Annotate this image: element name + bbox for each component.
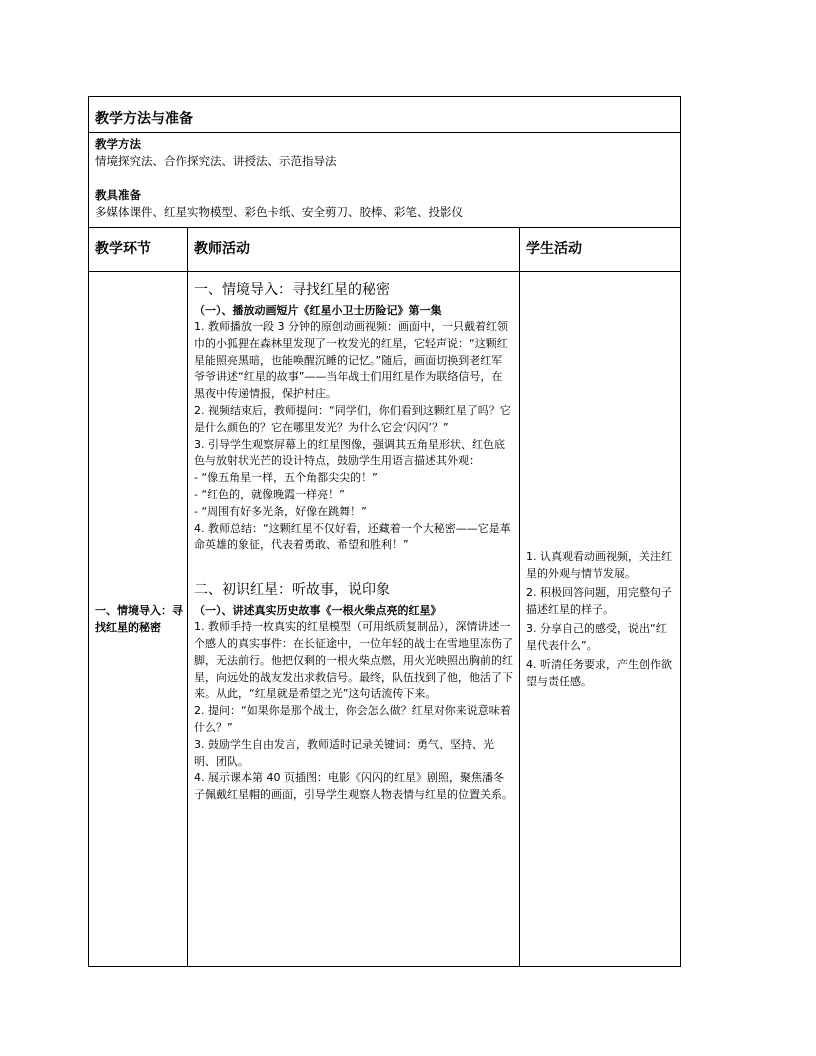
materials-text: 多媒体课件、红星实物模型、彩色卡纸、安全剪刀、胶棒、彩笔、投影仪: [95, 205, 463, 219]
part1-quote-3: - “周围有好多光条，好像在跳舞！”: [194, 504, 367, 518]
part1-para-1: 1. 教师播放一段 3 分钟的原创动画视频：画面中，一只戴着红领巾的小狐狸在森林里发现了一枚发光的红星，它轻声说：“这颗红星能照亮黑暗，也能唤醒沉睡的记忆。”随后，画面切换到老红军爷爷讲述“红星的故事”——当年战士们用红星作为联络信号，在黑夜中传递情报，保护村庄。: [194, 320, 508, 401]
methods-text: 情境探究法、合作探究法、讲授法、示范指导法: [95, 154, 337, 168]
section-title: 教学方法与准备: [89, 97, 681, 133]
methods-block: [89, 133, 681, 228]
methods-label: 教学方法: [95, 137, 141, 151]
column-header-student: 学生活动: [520, 228, 681, 272]
teacher-activities: [188, 272, 520, 967]
student-item-3: 3. 分享自己的感受，说出“红星代表什么”。: [526, 622, 667, 652]
stage-label: 一、情境导入：寻找红星的秘密: [89, 272, 188, 967]
column-header-teacher: 教师活动: [188, 228, 520, 272]
part1-title: 一、情境导入：寻找红星的秘密: [194, 282, 390, 298]
part1-quote-1: - “像五角星一样，五个角都尖尖的！”: [194, 471, 378, 485]
part2-title: 二、初识红星：听故事，说印象: [194, 582, 390, 599]
part1-para-2: 2. 视频结束后，教师提问：“同学们，你们看到这颗红星了吗？它是什么颜色的？它在哪里发光？为什么它会‘闪闪’？”: [194, 403, 511, 434]
part2-para-3: 3. 鼓励学生自由发言，教师适时记录关键词：勇气、坚持、光明、团队。: [194, 737, 494, 768]
student-item-1: 1. 认真观看动画视频，关注红星的外观与情节发展。: [526, 550, 672, 580]
part2-subtitle: （一）、讲述真实历史故事《一根火柴点亮的红星》: [194, 604, 442, 618]
lesson-plan-table: [88, 96, 681, 967]
column-header-stage: 教学环节: [89, 228, 188, 272]
student-item-4: 4. 听清任务要求，产生创作欲望与责任感。: [526, 658, 672, 688]
part1-para-3: 3. 引导学生观察屏幕上的红星图像，强调其五角星形状、红色底色与放射状光芒的设计特点，鼓励学生用语言描述其外观：: [194, 437, 505, 468]
part1-para-4: 4. 教师总结：“这颗红星不仅好看，还藏着一个大秘密——它是革命英雄的象征，代表着勇敢、希望和胜利！”: [194, 521, 511, 552]
student-activities: [520, 272, 681, 967]
materials-label: 教具准备: [95, 188, 141, 202]
part2-para-2: 2. 提问：“如果你是那个战士，你会怎么做？红星对你来说意味着什么？”: [194, 704, 511, 734]
part1-quote-2: - “红色的，就像晚霞一样亮！”: [194, 487, 345, 501]
part2-para-4: 4. 展示课本第 40 页插图：电影《闪闪的红星》剧照，聚焦潘冬子佩戴红星帽的画面，引导学生观察人物表情与红星的位置关系。: [194, 771, 513, 802]
student-item-2: 2. 积极回答问题，用完整句子描述红星的样子。: [526, 586, 672, 616]
part1-subtitle: （一）、播放动画短片《红星小卫士历险记》第一集: [194, 304, 442, 317]
part2-para-1: 1. 教师手持一枚真实的红星模型（可用纸质复制品），深情讲述一个感人的真实事件：在长征途中，一位年轻的战士在雪地里冻伤了脚，无法前行。他把仅剩的一根火柴点燃，用火光映照出胸前的红星，向远处的战友发出求救信号。最终，队伍找到了他，他活了下来。从此，“红星就是希望之光”这句话流传下来。: [194, 620, 513, 701]
